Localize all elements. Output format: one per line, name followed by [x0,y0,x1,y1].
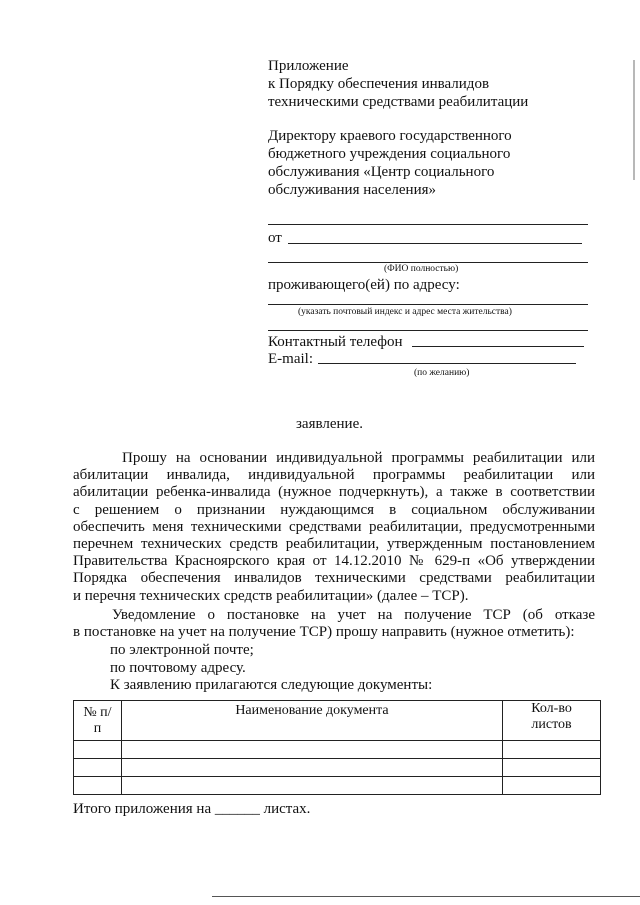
recipient-block [268,127,598,199]
scan-bottom-edge [212,896,640,897]
paragraph-line: Правительства Красноярского края от 14.12.2010 № 629-п «Об утверждении [73,553,595,570]
total-prefix: Итого приложения на [73,801,212,817]
total-suffix: листах. [263,801,311,817]
fio-input-line-2[interactable] [268,262,588,263]
documents-table [73,700,601,795]
column-header-number: № п/п [74,701,122,741]
paragraph-line: Уведомление о постановке на учет на получение ТСР (об отказе [112,607,595,623]
table-cell[interactable] [121,759,502,777]
option-post[interactable]: по почтовому адресу. [110,660,246,676]
table-row[interactable] [74,741,601,759]
recipient-line: Директору краевого государственного [268,128,512,144]
paragraph-line: Порядка обеспечения инвалидов техническими средствами реабилитации [73,570,595,587]
phone-input-line[interactable] [412,346,584,347]
notification-paragraph [73,607,595,641]
scan-edge-mark [633,60,635,180]
table-cell[interactable] [503,741,601,759]
paragraph-line: абилитации ребенка-инвалида (нужное подчеркнуть), а также в соответствии [73,484,595,501]
recipient-line: обслуживания «Центр социального [268,164,495,180]
total-pages-blank[interactable]: ______ [214,801,260,817]
recipient-line: обслуживания населения» [268,182,436,198]
attachments-intro: К заявлению прилагаются следующие документы: [110,677,433,693]
table-cell[interactable] [74,777,122,795]
column-header-pages: Кол-во листов [503,701,601,741]
email-hint: (по желанию) [414,368,470,378]
column-header-document: Наименование документа [121,701,502,741]
address-input-line-2[interactable] [268,330,588,331]
table-cell[interactable] [503,777,601,795]
email-label: E-mail: [268,351,313,367]
header-line: техническими средствами реабилитации [268,94,529,110]
table-header-row [74,701,601,741]
address-label: проживающего(ей) по адресу: [268,277,460,293]
document-title: заявление. [296,416,363,432]
table-row[interactable] [74,777,601,795]
header-line: к Порядку обеспечения инвалидов [268,76,490,92]
table-cell[interactable] [121,741,502,759]
table-cell[interactable] [503,759,601,777]
header-line: Приложение [268,58,349,74]
fio-hint: (ФИО полностью) [384,264,459,274]
paragraph-line: в постановке на учет на получение ТСР) прошу направить (нужное отметить): [73,624,575,641]
attachments-total [73,800,310,818]
address-input-line[interactable] [268,304,588,305]
fio-input-line[interactable] [288,243,582,244]
phone-label: Контактный телефон [268,334,403,350]
paragraph-line: абилитации инвалида, индивидуальной программы реабилитации или [73,467,595,484]
email-input-line[interactable] [318,363,576,364]
table-cell[interactable] [74,741,122,759]
table-cell[interactable] [121,777,502,795]
from-label: от [268,230,282,246]
table-cell[interactable] [74,759,122,777]
paragraph-line: перечнем технических средств реабилитации, утвержденным постановлением [73,536,595,553]
paragraph-line: Прошу на основании индивидуальной программы реабилитации или [122,450,595,466]
option-email[interactable]: по электронной почте; [110,642,254,658]
address-hint: (указать почтовый индекс и адрес места жительства) [298,307,512,317]
paragraph-line: обеспечить меня техническими средствами реабилитации, предусмотренными [73,518,595,535]
blank-line[interactable] [268,224,588,225]
appendix-header [268,57,598,111]
table-row[interactable] [74,759,601,777]
paragraph-line: с решением о признании нуждающимся в социальном обслуживании [73,501,595,518]
recipient-line: бюджетного учреждения социального [268,146,511,162]
paragraph-line: и перечня технических средств реабилитации» (далее – ТСР). [73,587,469,604]
request-paragraph [73,450,595,605]
